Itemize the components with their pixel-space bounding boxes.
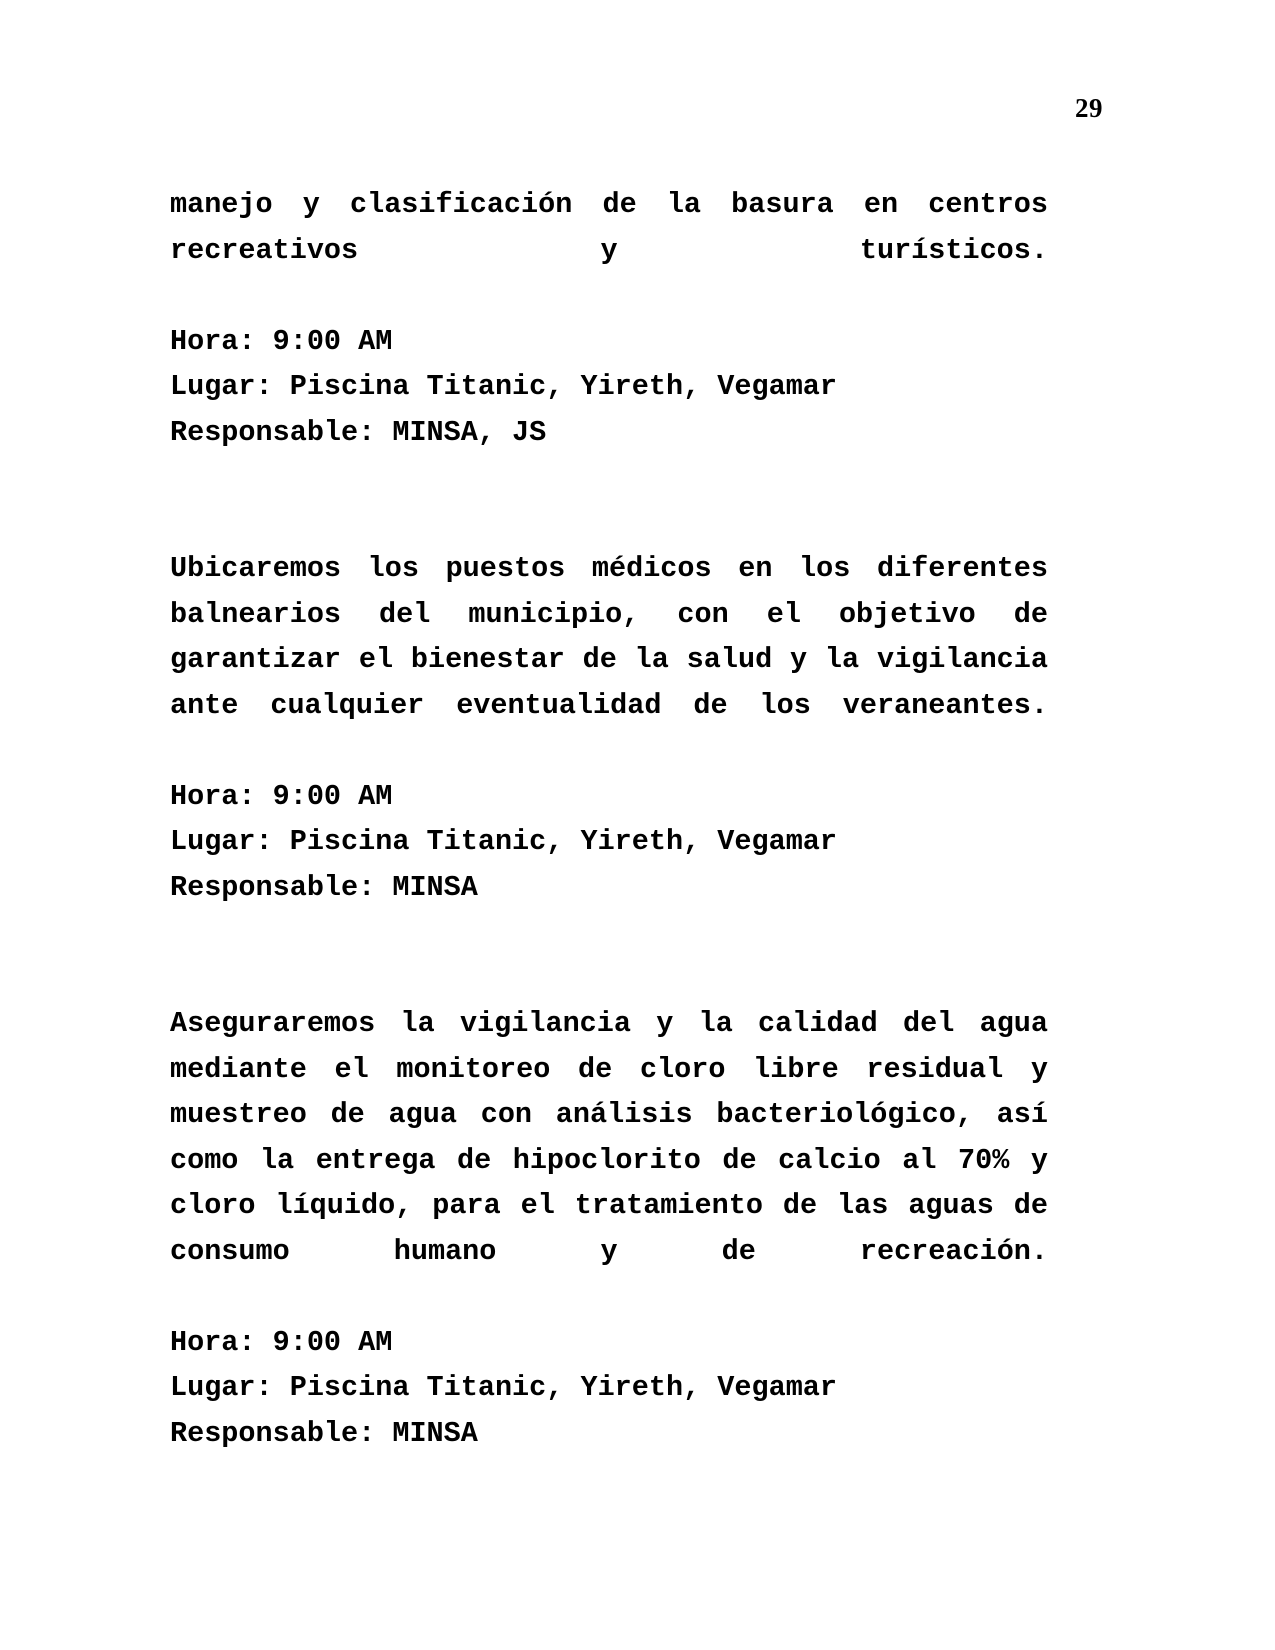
activity-hora-2: Hora: 9:00 AM [170,779,393,813]
activity-responsable-3: Responsable: MINSA [170,1416,478,1450]
activity-hora-3: Hora: 9:00 AM [170,1325,393,1359]
activity-lugar-1: Lugar: Piscina Titanic, Yireth, Vegamar [170,370,838,403]
activity-body-1: manejo y clasificación de la basura en centros recreativos y turísticos. [170,188,1048,267]
block-separator-2 [170,910,1048,1001]
block-separator-1 [170,455,1048,546]
activity-block-3 [170,1001,1048,1456]
activity-body-3: Aseguraremos la vigilancia y la calidad del agua mediante el monitoreo de cloro libre residual y muestreo de agua con análisis bacteriológico, así como la entrega de hipoclorito de calcio al 70% y cloro líquido, para el tratamiento de las aguas de consumo humano y de recreación. [170,1007,1048,1268]
activity-lugar-3: Lugar: Piscina Titanic, Yireth, Vegamar [170,1371,838,1404]
activity-block-1 [170,182,1048,455]
activity-hora-1: Hora: 9:00 AM [170,324,393,358]
activity-responsable-1: Responsable: MINSA, JS [170,415,547,449]
activity-block-2 [170,546,1048,910]
activity-lugar-2: Lugar: Piscina Titanic, Yireth, Vegamar [170,825,838,858]
activity-body-2: Ubicaremos los puestos médicos en los diferentes balnearios del municipio, con el objetivo de garantizar el bienestar de la salud y la vigilancia ante cualquier eventualidad de los veraneantes. [170,552,1048,722]
page-number: 29 [1075,93,1103,123]
page-content [170,182,1048,1456]
activity-responsable-2: Responsable: MINSA [170,870,478,904]
